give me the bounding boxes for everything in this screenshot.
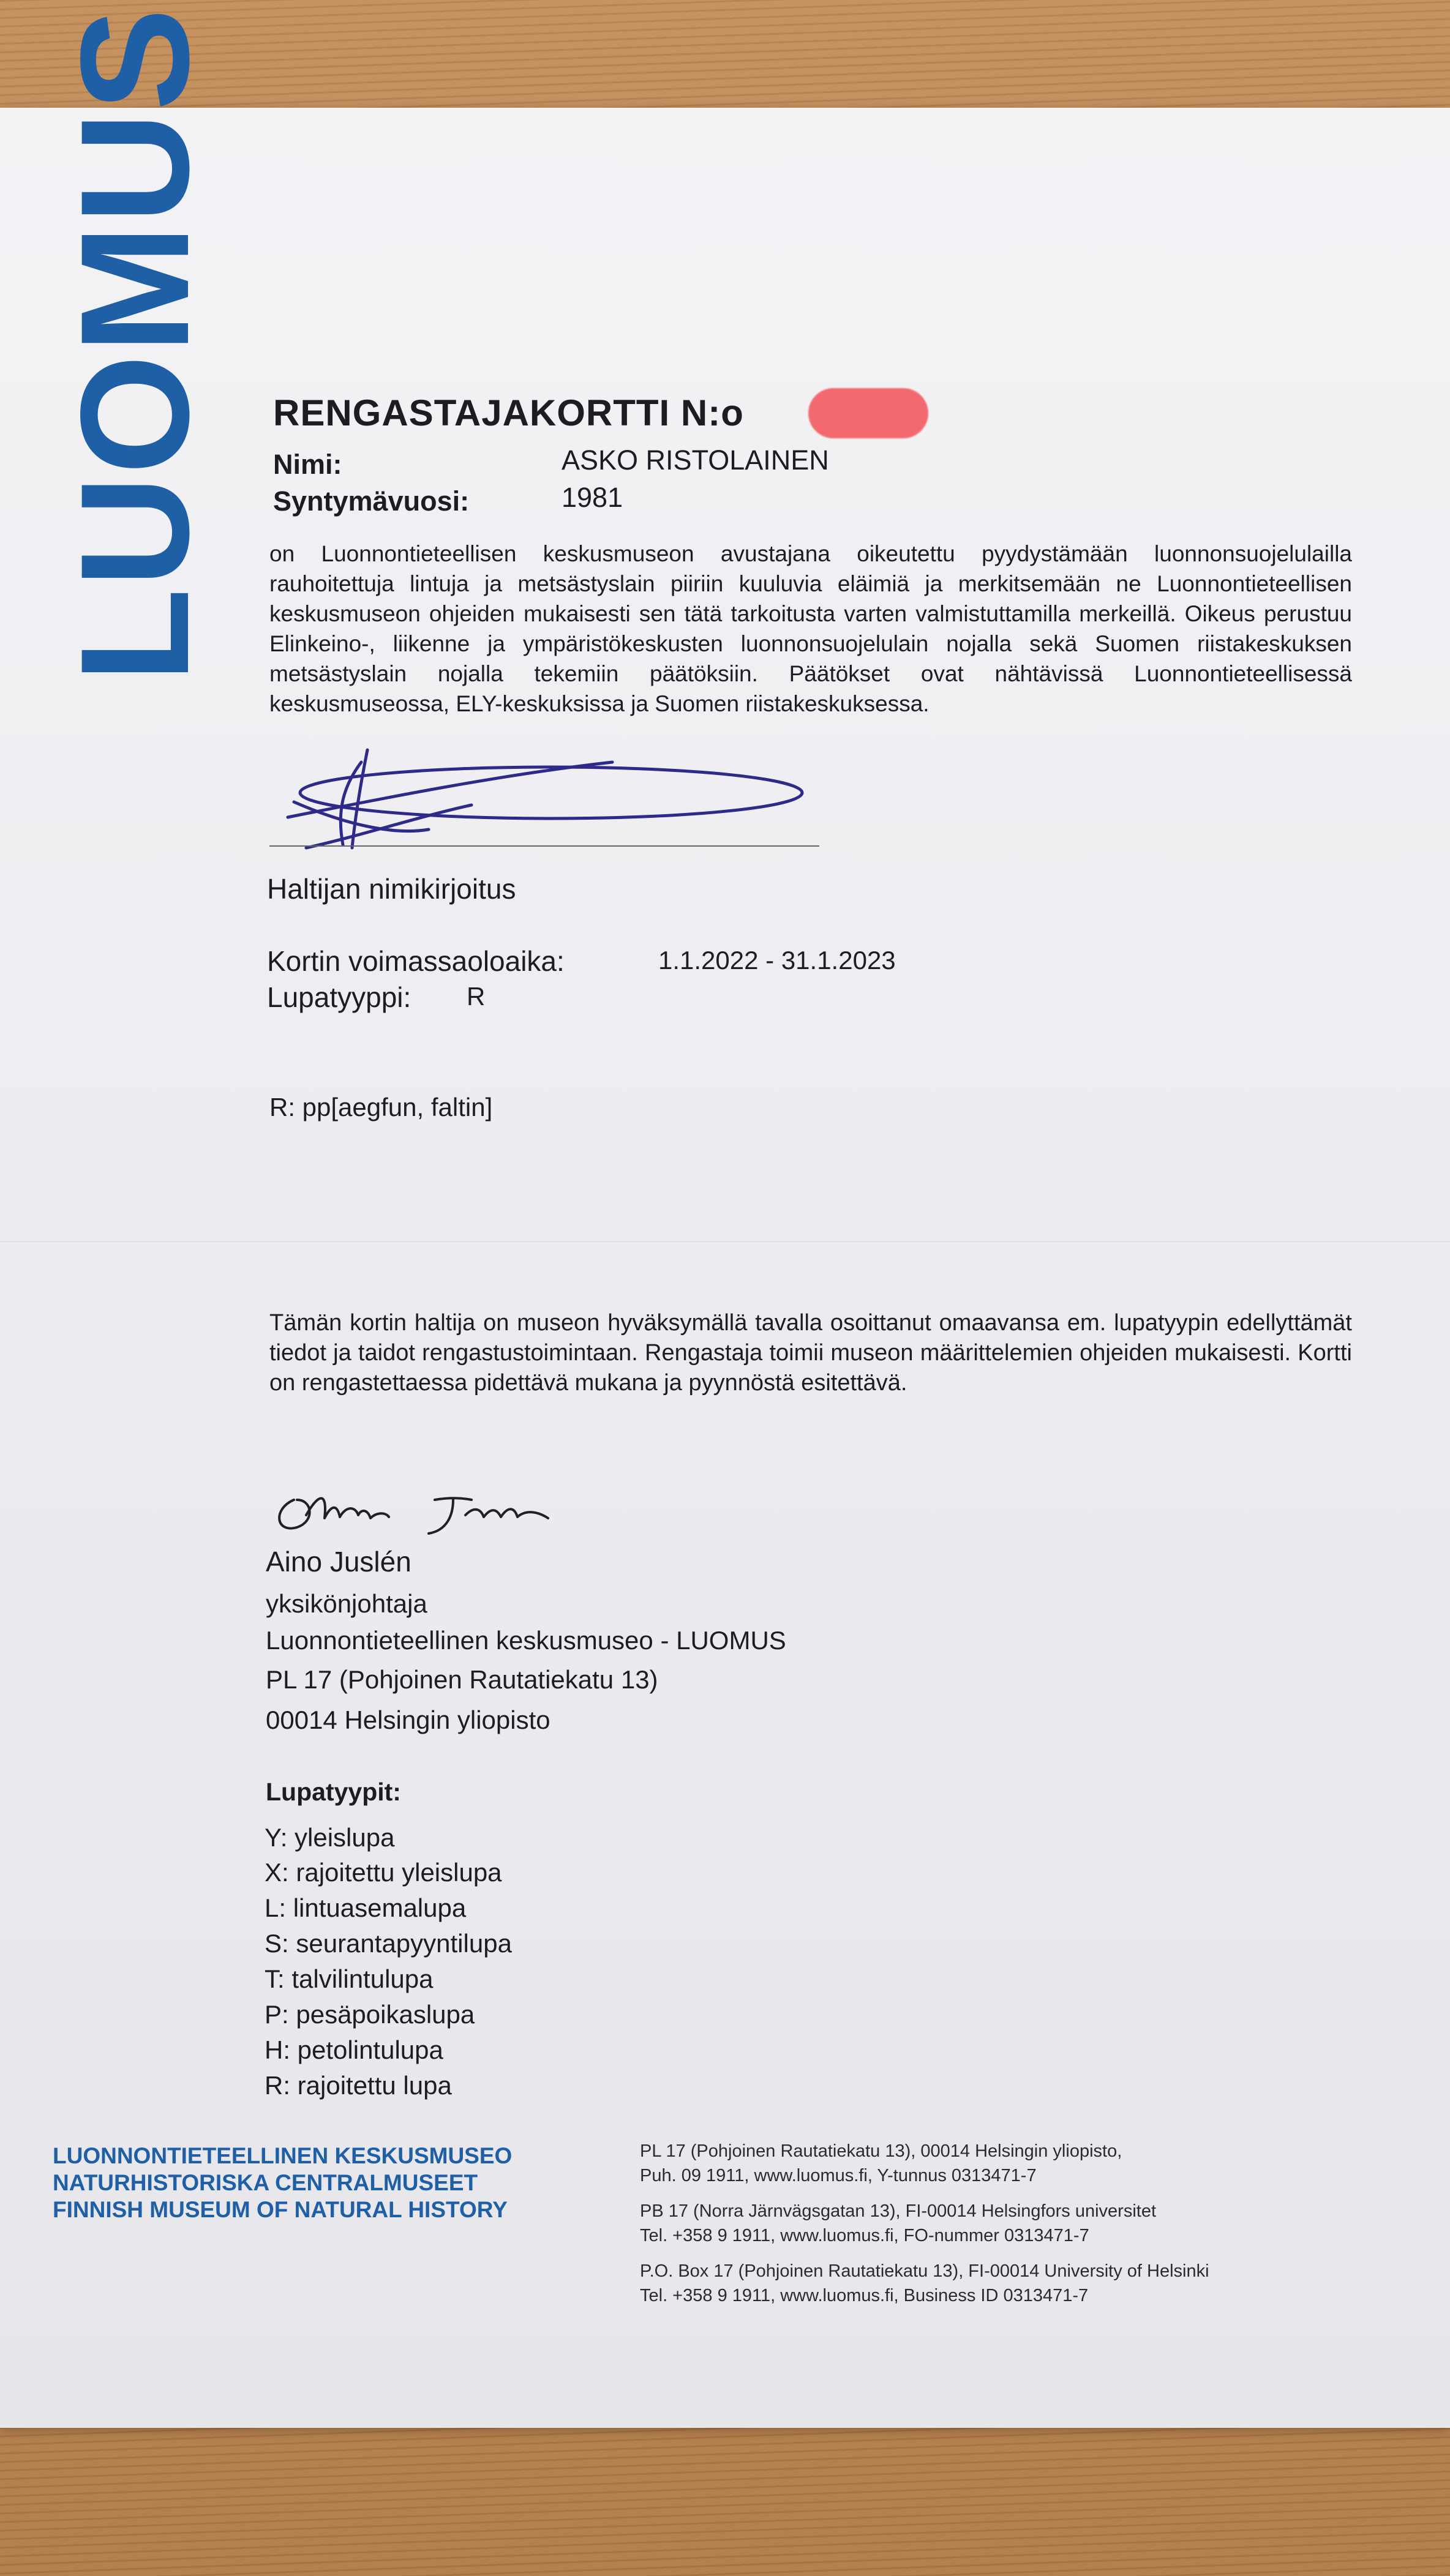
footer-address-line: P.O. Box 17 (Pohjoinen Rautatiekatu 13), FI-00014 University of Helsinki	[640, 2261, 1209, 2281]
card-title: RENGASTAJAKORTTI N:o	[273, 392, 744, 433]
signature-line	[269, 845, 819, 847]
permit-type-label: Lupatyyppi:	[267, 981, 411, 1013]
footer-museum-names	[53, 2143, 512, 2223]
name-label: Nimi:	[273, 449, 342, 480]
footer-contact-line: Tel. +358 9 1911, www.luomus.fi, FO-nummer 0313471-7	[640, 2226, 1089, 2245]
organization-postal: 00014 Helsingin yliopisto	[266, 1705, 550, 1734]
footer-address-fi	[640, 2139, 1122, 2188]
redacted-card-number	[808, 388, 928, 438]
holder-signature	[269, 744, 833, 854]
permit-type-item: R: rajoitettu lupa	[265, 2071, 452, 2100]
qualification-paragraph: Tämän kortin haltija on museon hyväksymällä tavalla osoittanut omaavansa em. lupatyypin edellyttämät tiedot ja taidot rengastustoimintaan. Rengastaja toimii museon määrittelemien ohjeiden mukaisesti. Kortti on rengastettaessa pidettävä mukana ja pyynnöstä esitettävä.	[269, 1310, 1352, 1396]
footer-name-en: FINNISH MUSEUM OF NATURAL HISTORY	[53, 2197, 508, 2222]
footer-name-sv: NATURHISTORISKA CENTRALMUSEET	[53, 2170, 478, 2195]
footer-address-en	[640, 2259, 1209, 2308]
validity-label: Kortin voimassaoloaika:	[267, 945, 565, 977]
permit-type-item: Y: yleislupa	[265, 1823, 395, 1852]
birth-year-label: Syntymävuosi:	[273, 485, 470, 517]
footer-name-fi: LUONNONTIETEELLINEN KESKUSMUSEO	[53, 2143, 513, 2168]
footer-contact-line: Puh. 09 1911, www.luomus.fi, Y-tunnus 0313471-7	[640, 2166, 1037, 2185]
organization-address: PL 17 (Pohjoinen Rautatiekatu 13)	[266, 1665, 658, 1694]
paper-fold	[0, 1241, 1450, 1243]
permit-type-item: P: pesäpoikaslupa	[265, 2000, 475, 2029]
permit-type-item: H: petolintulupa	[265, 2035, 443, 2064]
restriction-note: R: pp[aegfun, faltin]	[269, 1093, 493, 1121]
permit-type-item: L: lintuasemalupa	[265, 1893, 467, 1922]
validity-value: 1.1.2022 - 31.1.2023	[658, 946, 896, 975]
footer-contact-line: Tel. +358 9 1911, www.luomus.fi, Business ID 0313471-7	[640, 2286, 1089, 2305]
permit-type-value: R	[467, 982, 486, 1011]
signature-caption: Haltijan nimikirjoitus	[267, 873, 516, 905]
permit-types-heading: Lupatyypit:	[266, 1778, 401, 1806]
footer-address-line: PL 17 (Pohjoinen Rautatiekatu 13), 00014 Helsingin yliopisto,	[640, 2141, 1122, 2161]
footer-address-sv	[640, 2199, 1156, 2248]
signer-title: yksikönjohtaja	[266, 1589, 427, 1618]
director-signature	[269, 1481, 563, 1543]
name-value: ASKO RISTOLAINEN	[562, 444, 829, 476]
permission-paragraph: on Luonnontieteellisen keskusmuseon avustajana oikeutettu pyydystämään luonnonsuojelulailla rauhoitettuja lintuja ja metsästyslain piiriin kuuluvia eläimiä ja merkitsemään ne Luonnontieteellisen keskusmuseon ohjeiden mukaisesti sen tätä tarkoitusta varten valmistuttamilla merkeillä. Oikeus perustuu Elinkeino-, liikenne ja ympäristökeskusten luonnonsuojelulain nojalla sekä Suomen riistakeskuksen metsästyslain nojalla tekemiin päätöksiin. Päätökset ovat nähtävissä Luonnontieteellisessä keskusmuseossa, ELY-keskuksissa ja Suomen riistakeskuksessa.	[269, 541, 1352, 716]
permit-type-item: X: rajoitettu yleislupa	[265, 1858, 502, 1887]
luomus-logo: LUOMUS	[49, 7, 221, 683]
organization-name: Luonnontieteellinen keskusmuseo - LUOMUS	[266, 1626, 786, 1655]
signer-name: Aino Juslén	[266, 1546, 411, 1578]
birth-year-value: 1981	[562, 482, 623, 513]
permit-type-item: T: talvilintulupa	[265, 1964, 434, 1993]
footer-address-line: PB 17 (Norra Järnvägsgatan 13), FI-00014 Helsingfors universitet	[640, 2201, 1157, 2221]
permit-type-item: S: seurantapyyntilupa	[265, 1929, 512, 1958]
